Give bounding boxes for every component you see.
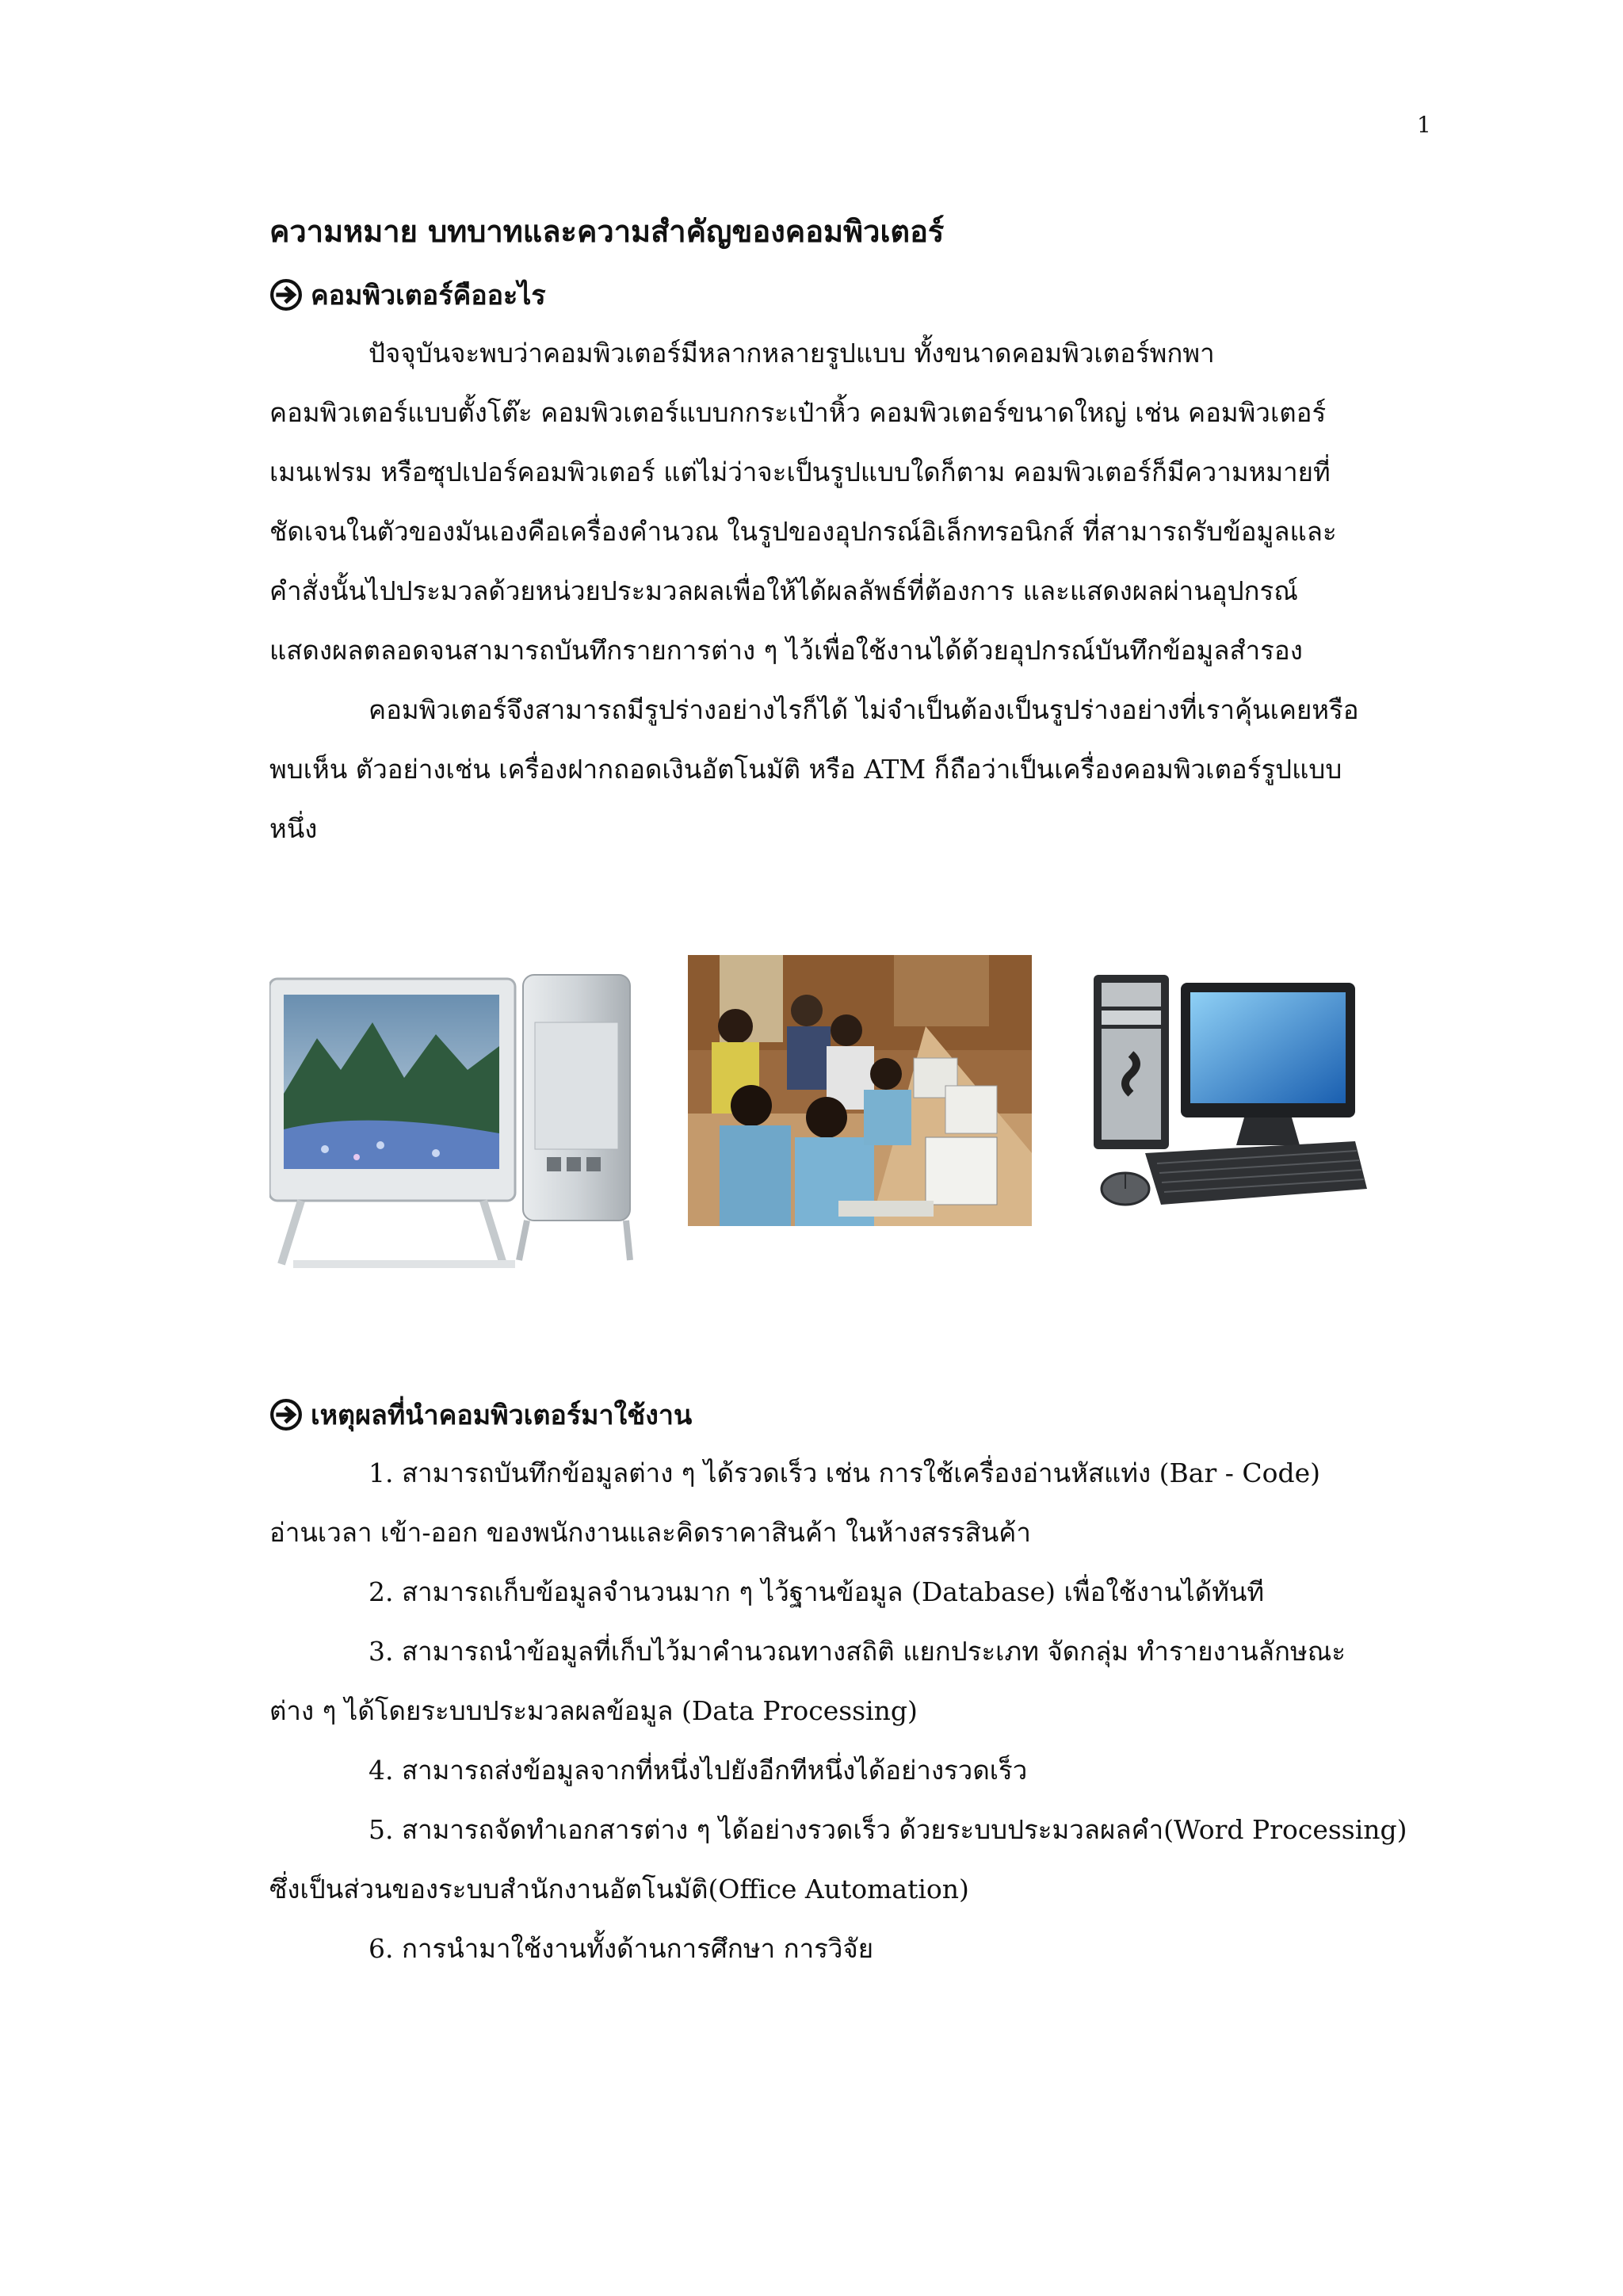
- paragraph-line: คำสั่งนั้นไปประมวลด้วยหน่วยประมวลผลเพื่อให้ได้ผลลัพธ์ที่ต้องการ และแสดงผลผ่านอุปกรณ์: [269, 575, 1298, 606]
- list-item: 6. การนำมาใช้งานทั้งด้านการศึกษา การวิจัย: [369, 1933, 874, 1964]
- paragraph-line: เมนเฟรม หรือซุปเปอร์คอมพิวเตอร์ แต่ไม่ว่าจะเป็นรูปแบบใดก็ตาม คอมพิวเตอร์ก็มีความหมายที่: [269, 457, 1331, 487]
- arrow-right-icon: [269, 1398, 303, 1431]
- section-heading-label: เหตุผลที่นำคอมพิวเตอร์มาใช้งาน: [311, 1400, 693, 1431]
- paragraph-line: คอมพิวเตอร์จึงสามารถมีรูปร่างอย่างไรก็ได้ ไม่จำเป็นต้องเป็นรูปร่างอย่างที่เราคุ้นเคยหรือ: [369, 694, 1359, 725]
- paragraph-line: ชัดเจนในตัวของมันเองคือเครื่องคำนวณ ในรูปของอุปกรณ์อิเล็กทรอนิกส์ ที่สามารถรับข้อมูลและ: [269, 516, 1337, 547]
- paragraph-line: คอมพิวเตอร์แบบตั้งโต๊ะ คอมพิวเตอร์แบบกกระเป๋าหิ้ว คอมพิวเตอร์ขนาดใหญ่ เช่น คอมพิวเตอร์: [269, 397, 1327, 428]
- list-item-continuation: ต่าง ๆ ได้โดยระบบประมวลผลข้อมูล (Data Processing): [269, 1695, 918, 1726]
- section-heading-label: คอมพิวเตอร์คืออะไร: [311, 280, 546, 311]
- list-item: 5. สามารถจัดทำเอกสารต่าง ๆ ได้อย่างรวดเร็ว ด้วยระบบประมวลผลคำ(Word Processing): [369, 1814, 1407, 1845]
- desktop-mac-computer-image: [269, 959, 642, 1276]
- section-heading-what-is-computer: [269, 273, 546, 318]
- pc-tower-monitor-keyboard-image: [1086, 951, 1371, 1236]
- page-title: ความหมาย บทบาทและความสำคัญของคอมพิวเตอร์: [269, 213, 945, 249]
- list-item: 3. สามารถนำข้อมูลที่เก็บไว้มาคำนวณทางสถิติ แยกประเภท จัดกลุ่ม ทำรายงานลักษณะ: [369, 1636, 1346, 1667]
- list-item: 1. สามารถบันทึกข้อมูลต่าง ๆ ได้รวดเร็ว เช่น การใช้เครื่องอ่านหัสแท่ง (Bar - Code): [369, 1457, 1321, 1488]
- list-item: 4. สามารถส่งข้อมูลจากที่หนึ่งไปยังอีกทีหนึ่งได้อย่างรวดเร็ว: [369, 1755, 1028, 1786]
- list-item-continuation: ซึ่งเป็นส่วนของระบบสำนักงานอัตโนมัติ(Office Automation): [269, 1874, 969, 1904]
- page-number: 1: [1417, 112, 1431, 138]
- paragraph-line: พบเห็น ตัวอย่างเช่น เครื่องฝากถอดเงินอัตโนมัติ หรือ ATM ก็ถือว่าเป็นเครื่องคอมพิวเตอร์รูปแบบ: [269, 754, 1342, 785]
- list-item-continuation: อ่านเวลา เข้า-ออก ของพนักงานและคิดราคาสินค้า ในห้างสรรสินค้า: [269, 1517, 1031, 1548]
- paragraph-line: แสดงผลตลอดจนสามารถบันทึกรายการต่าง ๆ ไว้เพื่อใช้งานได้ด้วยอุปกรณ์บันทึกข้อมูลสำรอง: [269, 635, 1303, 666]
- computer-lab-students-image: [688, 955, 1032, 1226]
- list-item: 2. สามารถเก็บข้อมูลจำนวนมาก ๆ ไว้ฐานข้อมูล (Database) เพื่อใช้งานได้ทันที: [369, 1576, 1265, 1607]
- image-row: [0, 935, 1623, 1284]
- section1-paragraph: [269, 323, 1419, 858]
- arrow-right-icon: [269, 278, 303, 311]
- section-heading-reasons: [269, 1393, 692, 1438]
- paragraph-line: หนึ่ง: [269, 813, 318, 844]
- reasons-list: [269, 1444, 1419, 1979]
- paragraph-line: ปัจจุบันจะพบว่าคอมพิวเตอร์มีหลากหลายรูปแบบ ทั้งขนาดคอมพิวเตอร์พกพา: [369, 338, 1215, 369]
